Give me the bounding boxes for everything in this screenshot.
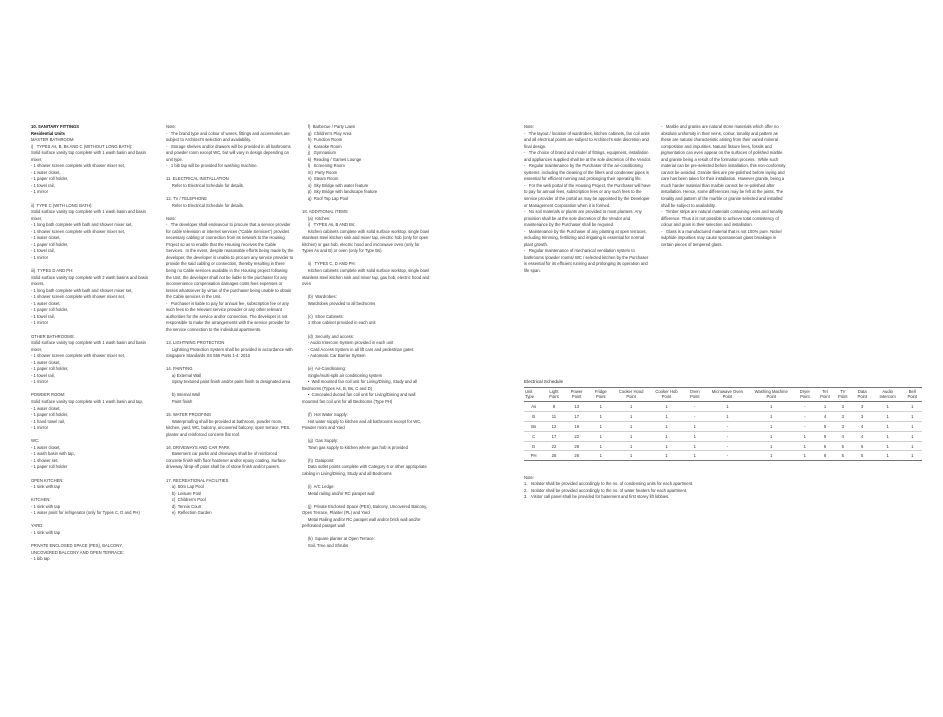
spec-line: 18. ADDITIONAL ITEMS: [302, 209, 348, 215]
table-cell: 11: [543, 411, 564, 421]
spec-line: - Purchaser is liable to pay for annual fee, subscription fee or any such fees to the relevant service provider or any other relevant authorities for the service and/or connection. The developer is not responsible to make the arrangements with the service provider for the service connection to the individual apartments.: [166, 300, 291, 332]
spec-line: 14. PAINTING: [166, 366, 193, 372]
spec-line: i) Karaoke Room: [302, 143, 342, 149]
table-cell: 1: [649, 421, 683, 431]
table-cell: 1: [902, 451, 922, 461]
spec-line: Data outlet points complete with Category 6 or other appropriate cabling in Living/Dining, Study and all Bedrooms: [302, 464, 428, 476]
spec-line: Waterproofing shall be provided at bathroom, powder room, kitchen, yard, WC, balcony, uncovered balcony, open terrace, PES, planter and reinforced concrete flat roof.: [166, 418, 292, 437]
table-cell: 1: [902, 431, 922, 441]
table-cell: 22: [565, 431, 589, 441]
table-cell: 19: [565, 421, 589, 431]
table-cell: 1: [613, 421, 649, 431]
spec-line: 16. DRIVEWAYS AND CAR PARK: [166, 444, 230, 450]
table-cell: 1: [613, 431, 649, 441]
spec-line: - 1 shower screen complete with shower mixer set,: [31, 353, 126, 359]
spec-line: - The developer shall endeavour to procure that a service provider for cable television or internet services ("Cable Services") provides necessary cabling or connection from its network to the Housing Project so as to enable that the Housing receives the Cable Services. In the event, despite reasonable efforts being made by the developer, the developer is unable to procure any service provider to provide the said cabling or connection, thereby resulting in there being no Cable services available in the Housing project following the Unit, the developer shall not be liable to the purchaser for any inconvenience compensation damages costs fees expenses or losses whatsoever by virtue of the purchaser being unable to obtain the Cable services in the Unit.: [166, 222, 295, 300]
spec-line: - 1 water closet,: [31, 235, 61, 241]
spec-line: - 1 wash basin with tap,: [31, 451, 75, 457]
spec-line: i) TYPES As, B AND Bs:: [302, 222, 356, 228]
spec-line: - The choice of brand and model of fittings, equipment, installation and appliances supplied shall be at the sole discretion of the Vendor.: [524, 150, 652, 162]
spec-line: - Glass is a manufactured material that is not 100% pure. Nickel sulphide impurities may cause spontaneous glass breakage in certain pieces of tempered glass.: [661, 228, 783, 247]
table-cell: -: [684, 402, 706, 412]
spec-line: (h) Datapoint:: [302, 457, 335, 463]
table-body: [524, 402, 922, 461]
spec-line: h) Function Room: [302, 137, 343, 143]
table-cell: 1: [589, 411, 613, 421]
table-cell: 1: [902, 441, 922, 451]
table-cell: 1: [613, 411, 649, 421]
column-header: Audio Intercom: [873, 388, 903, 402]
table-row: [524, 441, 922, 451]
table-header-row: [524, 388, 922, 402]
spec-line: (i) A/C Ledge:: [302, 484, 335, 490]
table-cell: 3: [852, 411, 873, 421]
table-cell: 1: [589, 402, 613, 412]
table-cell: 12: [543, 421, 564, 431]
table-cell: 5: [852, 441, 873, 451]
spec-line: Solid surface vanity top complete with 2 wash basins and basin mixers,: [31, 274, 150, 287]
spec-line: - 1 towel rail,: [31, 248, 55, 254]
table-cell: 1: [749, 421, 794, 431]
spec-line: Metal railing and/or RC parapet wall: [302, 490, 375, 496]
spec-line: (a) Kitchen:: [302, 215, 331, 221]
spec-line: Kitchen cabinets complete with solid surface worktop, single bowl stainless steel kitchen sink and mixer tap, gas hob, electric hood and oven: [302, 268, 431, 287]
table-cell: 1: [749, 402, 794, 412]
table-cell: 1: [589, 441, 613, 451]
table-cell: 1: [749, 451, 794, 461]
table-cell: 1: [706, 411, 749, 421]
spec-line: - 1 water point for refrigerator (only for Types C, D and PH): [31, 510, 140, 516]
spec-line: - 1 towel rail,: [31, 372, 55, 378]
unit-type-cell: Bs: [524, 421, 543, 431]
table-cell: 17: [565, 411, 589, 421]
table-cell: 1: [706, 402, 749, 412]
spec-line: o) Sky Bridge with water feature: [302, 182, 369, 188]
spec-line: (j) Private Enclosed Space (PES), Balcony, Uncovered Balcony, Open Terrace, Planter (PL) and Yard: [302, 503, 429, 516]
unit-type-cell: B: [524, 411, 543, 421]
table-cell: 25: [543, 451, 564, 461]
spec-column-3: [302, 124, 430, 550]
spec-line: (k) Square planter at Open Terrace:: [302, 536, 375, 542]
column-header: Microwave Oven Point: [706, 388, 749, 402]
spec-line: - Automatic Car Barrier System: [302, 353, 366, 359]
spec-line: - 1 bib tap will be provided for washing machine.: [166, 163, 258, 169]
spec-line: ii) TYPES C, D AND PH:: [302, 261, 356, 267]
spec-line: - Marble and granite are natural stone materials which offer no absolute uniformity in their veins, colour, tonality and pattern as these are natural characteristic arising from their varied mineral composition and impurities. Natural fissure lines, fossils and pigmentation can even appear on the surfaces of polished marble and granite being a result of the formation process. While such material can be pre-selected before installation, this non-conformity cannot be avoided. Granite tiles are pre-polished before laying and care has been taken for their installation. However granite, being a much harder material than marble cannot be re-polished after installation. Hence, some differences may be felt at the joints. The tonality and pattern of the marble or granite selected and installed shall be subject to availability.: [661, 124, 787, 208]
table-cell: 4: [834, 431, 852, 441]
table-cell: 5: [852, 451, 873, 461]
electrical-schedule-title: Electrical Schedule: [524, 379, 564, 384]
spec-line: l) Screening Room: [302, 163, 345, 169]
table-cell: -: [706, 431, 749, 441]
table-cell: 1: [873, 451, 903, 461]
spec-line: b) Internal Wall: [166, 392, 200, 398]
table-cell: 5: [834, 441, 852, 451]
table-cell: 5: [834, 451, 852, 461]
unit-type-cell: PH: [524, 451, 543, 461]
spec-line: Refer to Electrical Schedule for details.: [166, 202, 244, 208]
spec-line: Note:: [166, 215, 177, 221]
table-cell: 17: [543, 431, 564, 441]
spec-line: Metal Railing and/or RC parapet wall and/or brick wall and/or perforated parapet wall: [302, 516, 422, 529]
table-cell: -: [684, 411, 706, 421]
spec-line: - Regular maintenance of mechanical ventilation system to bathrooms /powder rooms/ WC / selected kitchen by the Purchaser is essential for its efficient running and prolonging its operation and life span.: [524, 248, 650, 274]
spec-line: 11. ELECTRICAL INSTALLATION: [166, 176, 229, 182]
spec-line: - 1 long bath complete with bath and shower mixer set,: [31, 222, 133, 228]
spec-line: 15. WATER PROOFING: [166, 412, 212, 418]
spec-line: - 1 paper roll holder,: [31, 241, 69, 247]
table-cell: -: [706, 441, 749, 451]
spec-line: KITCHEN:: [31, 497, 51, 503]
spec-column-2: [166, 124, 294, 517]
spec-line: Kitchen cabinets complete with solid surface worktop, single bowl stainless steel kitchen sink and mixer tap, electric hob (only for open kitchen) or gas hob, electric hood and microwave oven (only for Types As and B) or oven (only for Type Bs): [302, 228, 431, 254]
spec-line: - 1 mirror: [31, 425, 48, 431]
table-cell: 8: [543, 402, 564, 412]
spec-line: - 1 mirror: [31, 189, 48, 195]
spec-line: - The brand type and colour of wares, fittings and accessories are subject to Architect's selection and availability.: [166, 130, 291, 143]
spec-line: Basement car parks and driveways shall be of reinforced concrete finish with floor hardener and/or epoxy coating. Surface driveway /drop-off point shall be of stone finish and/or pavers.: [166, 451, 287, 470]
table-cell: 6: [816, 441, 834, 451]
spec-line: a) External Wall: [166, 372, 202, 378]
table-cell: 1: [649, 431, 683, 441]
spec-line: - No soil materials or plants are provided to most planters. Any provision shall be at the sole discretion of the Vendor and maintenance by the Purchaser shall be required.: [524, 209, 643, 228]
spec-line: - 1 sink with tap: [31, 503, 61, 509]
table-cell: -: [794, 402, 817, 412]
spec-line: - 1 towel rail,: [31, 313, 55, 319]
spec-column-1: [31, 124, 157, 563]
spec-line: • Wall mounted fan coil unit for Living/Dining, Study and all Bedrooms (Types As, B, Bs, C and D): [302, 379, 419, 391]
table-row: [524, 451, 922, 461]
table-cell: 5: [816, 431, 834, 441]
column-header: Dryer Point: [794, 388, 817, 402]
spec-column-5: [661, 124, 789, 248]
unit-type-cell: As: [524, 402, 543, 412]
spec-line: - 1 water closet,: [31, 169, 61, 175]
table-cell: 26: [565, 441, 589, 451]
table-cell: 1: [684, 441, 706, 451]
table-cell: 1: [873, 441, 903, 451]
table-cell: 1: [902, 421, 922, 431]
table-cell: 1: [649, 451, 683, 461]
table-row: [524, 431, 922, 441]
column-header: Cooker Hood Point: [613, 388, 649, 402]
spec-column-4: [524, 124, 652, 275]
spec-line: (f) Hot Water Supply:: [302, 412, 348, 418]
table-cell: 1: [613, 441, 649, 451]
spec-line: (c) Shoe Cabinets:: [302, 313, 344, 319]
spec-line: - Maintenance by the Purchaser of any planting at open terraces, including trimming, fertilizing and irrigating is essential for normal plant growth.: [524, 228, 648, 247]
spec-line: m) Party Room: [302, 169, 338, 175]
schedule-note: Note:: [524, 475, 535, 480]
spec-line: Solid surface vanity top complete with 1 wash basin and basin mixer,: [31, 209, 148, 221]
spec-line: - Timber strips are natural materials containing veins and tonality difference. Thus it is not possible to achieve total consistency of colour and grain in their selection and installation.: [661, 209, 785, 228]
spec-line: e) Reflection Garden: [166, 510, 212, 516]
spec-line: - 1 shower set,: [31, 457, 59, 463]
spec-line: g) Children's Play Area: [302, 130, 352, 136]
table-cell: 6: [816, 451, 834, 461]
spec-line: n) Steam Room: [302, 176, 339, 182]
spec-line: - 1 sink with tap: [31, 484, 61, 490]
spec-line: - 1 paper roll holder,: [31, 366, 69, 372]
spec-line: POWDER ROOM:: [31, 392, 66, 398]
table-cell: 1: [613, 451, 649, 461]
spec-line: 17. RECREATIONAL FACILITIES: [166, 477, 229, 483]
spec-line: (b) Wardrobes:: [302, 294, 337, 300]
table-cell: 1: [684, 431, 706, 441]
table-cell: 1: [589, 421, 613, 431]
spec-line: p) Sky Bridge with landscape feature: [302, 189, 378, 195]
spec-line: i) TYPES As, B, Bs AND C (WITHOUT LONG BATH):: [31, 143, 133, 149]
table-cell: 1: [613, 402, 649, 412]
table-row: [524, 402, 922, 412]
spec-line: (e) Air-Conditioning:: [302, 366, 346, 372]
table-cell: 1: [794, 441, 817, 451]
spec-line: Hot water supply to kitchen and all bathrooms except for WC, Powder room and Yard: [302, 418, 423, 431]
table-cell: 1: [649, 402, 683, 412]
spec-line: f) Barbecue / Party Lawn: [302, 124, 356, 129]
table-cell: 1: [684, 421, 706, 431]
spec-line: MASTER BATHROOM: [31, 137, 74, 143]
column-header: Cooker Hob Point: [649, 388, 683, 402]
spec-line: iii) TYPES D AND PH:: [31, 268, 74, 274]
table-cell: 4: [852, 431, 873, 441]
spec-line: (g) Gas Supply:: [302, 438, 339, 444]
spec-line: c) Children's Pool: [166, 497, 206, 503]
spec-line: - 1 water closet,: [31, 405, 61, 411]
table-cell: 4: [816, 411, 834, 421]
spec-line: d) Tennis Court: [166, 503, 202, 509]
table-cell: 1: [873, 411, 903, 421]
table-cell: 1: [749, 441, 794, 451]
spec-line: Note:: [166, 124, 177, 129]
spec-line: - 1 paper roll holder,: [31, 307, 69, 313]
spec-line: - 1 mirror: [31, 320, 48, 326]
table-cell: 1: [589, 431, 613, 441]
table-cell: 3: [852, 402, 873, 412]
unit-type-cell: C: [524, 431, 543, 441]
spec-line: OTHER BATHROOMS:: [31, 333, 75, 339]
spec-line: Single/multi-split air conditioning system: [302, 372, 383, 378]
spec-line: - 1 bib tap: [31, 556, 50, 562]
spec-line: Lightning Protection System shall be provided in accordance with Singapore Standards SS 555 Parts 1-4: 2010: [166, 346, 294, 359]
table-cell: 13: [565, 402, 589, 412]
spec-line: - The layout / location of wardrobes, kitchen cabinets, fan coil units and all electrical points are subject to Architect's sole discretion and final design.: [524, 130, 651, 149]
schedule-note: 3. Visitor call panel shall be provided for basement and first storey lift lobbies.: [524, 493, 670, 499]
spec-line: 12. TV / TELEPHONE: [166, 196, 208, 202]
spec-line: - 1 sink with tap: [31, 529, 61, 535]
table-cell: 4: [852, 421, 873, 431]
spec-line: ii) TYPE C (WITH LONG BATH):: [31, 202, 93, 208]
column-header: Washing Machine Point: [749, 388, 794, 402]
table-cell: 1: [684, 451, 706, 461]
spec-line: - 1 mirror: [31, 379, 48, 385]
table-cell: 1: [873, 402, 903, 412]
spec-line: YARD:: [31, 523, 44, 529]
spec-line: Solid surface vanity top complete with 1 wash basin and basin mixer,: [31, 150, 148, 162]
electrical-schedule-table: [524, 387, 922, 461]
spec-line: - 1 shower screen complete with shower mixer set,: [31, 294, 126, 300]
spec-line: Soil, Tree and Shrubs: [302, 543, 349, 548]
spec-line: - 1 shower screen complete with shower mixer set,: [31, 228, 126, 234]
column-header: TV Point: [834, 388, 852, 402]
table-cell: -: [794, 411, 817, 421]
spec-line: - 1 water closet,: [31, 359, 61, 365]
spec-line: - 1 paper roll holder,: [31, 412, 69, 418]
spec-line: k) Reading / Games Lounge: [302, 156, 362, 162]
spec-line: PRIVATE ENCLOSED SPACE (PES), BALCONY,: [31, 543, 123, 548]
column-header: Light Point: [543, 388, 564, 402]
table-cell: 1: [794, 451, 817, 461]
table-cell: 1: [749, 411, 794, 421]
spec-line: Wardrobes provided to all bedrooms: [302, 300, 376, 306]
spec-line: - Regular maintenance by the Purchaser of the air-conditioning systems, including the cleaning of the filters and condenser pipes is essential for efficient running and prolonging their operating life.: [524, 163, 651, 182]
table-cell: 1: [589, 451, 613, 461]
spec-line: Note:: [524, 124, 535, 129]
spec-line: Town gas supply to kitchen where gas hob is provided: [302, 444, 408, 450]
spec-line: - 1 paper roll holder: [31, 464, 68, 470]
table-cell: 1: [794, 431, 817, 441]
column-header: Data Point: [852, 388, 873, 402]
section-heading: Residential Units: [31, 130, 65, 136]
column-header: Unit Type: [524, 388, 543, 402]
spec-line: Refer to Electrical Schedule for details.: [166, 182, 244, 188]
spec-line: Paint finish: [166, 398, 193, 404]
spec-line: - 1 paper roll holder,: [31, 176, 69, 182]
table-row: [524, 411, 922, 421]
spec-line: - 1 mirror: [31, 254, 48, 260]
table-cell: 3: [834, 402, 852, 412]
table-cell: -: [794, 421, 817, 431]
table-cell: 1: [649, 411, 683, 421]
spec-line: j) Gymnasium: [302, 150, 336, 156]
table-row: [524, 421, 922, 431]
table-cell: -: [706, 451, 749, 461]
table-cell: 1: [902, 402, 922, 412]
spec-line: q) Roof Top Lap Pool: [302, 196, 349, 202]
spec-line: - 1 shower screen complete with shower mixer set,: [31, 163, 126, 169]
table-cell: -: [706, 421, 749, 431]
table-cell: 22: [543, 441, 564, 451]
unit-type-cell: D: [524, 441, 543, 451]
spec-line: 1 Shoe cabinet provided in each unit: [302, 320, 376, 326]
column-header: Fridge Point: [589, 388, 613, 402]
section-heading: 10. SANITARY FITTINGS: [31, 124, 80, 129]
spec-line: WC:: [31, 438, 40, 444]
spec-line: OPEN KITCHEN:: [31, 477, 64, 483]
electrical-schedule-notes: [524, 475, 924, 500]
spec-line: a) 50m Lap Pool: [166, 484, 204, 490]
table-cell: 3: [834, 421, 852, 431]
table-cell: 1: [649, 441, 683, 451]
column-header: Tel Point: [816, 388, 834, 402]
spec-line: - Storage shelves and/or drawers will be provided in all bathrooms and powder room except WC, but will vary in design depending on unit type.: [166, 143, 292, 162]
table-cell: 1: [749, 431, 794, 441]
spec-line: 13. LIGHTNING PROTECTION: [166, 340, 225, 346]
spec-line: - Audio Intercom System provided in each unit: [302, 340, 394, 346]
spec-line: - For the web portal of the Housing Project, the Purchaser will have to pay for annual fees, subscription fees or any such fees to the service provider of the portal as may be appointed by the Developer or Management Corporation when it is formed.: [524, 182, 652, 208]
schedule-note: 1. Isolator shall be provided accordingly to the no. of condensing units for each apartment.: [524, 481, 694, 487]
table-cell: 1: [902, 411, 922, 421]
table-cell: 3: [834, 411, 852, 421]
spec-line: - 1 hand towel rail,: [31, 418, 66, 424]
spec-line: Solid surface vanity top complete with 1 wash basin and tap,: [31, 398, 143, 404]
column-header: Oven Point: [684, 388, 706, 402]
column-header: Power Point: [565, 388, 589, 402]
spec-line: • Concealed ducted fan coil unit for Living/Dining and wall mounted fan coil unit for all Bedrooms (Type PH): [302, 392, 417, 404]
table-cell: 26: [565, 451, 589, 461]
spec-line: - Card Access System in all lift cars and pedestrian gates: [302, 346, 414, 352]
spec-line: - 1 long bath complete with bath and shower mixer set,: [31, 287, 133, 293]
spec-line: Solid surface vanity top complete with 1 wash basin and basin mixer,: [31, 340, 148, 352]
spec-line: UNCOVERED BALCONY AND OPEN TERRACE:: [31, 549, 124, 555]
spec-line: Spray textured paint finish and/or paint finish to designated area: [166, 379, 291, 385]
table-cell: 1: [816, 402, 834, 412]
schedule-note: 2. Isolator shall be provided accordingly to the no. of water heaters for each apartment.: [524, 487, 688, 493]
spec-line: - 1 water closet,: [31, 300, 61, 306]
spec-line: - 1 water closet,: [31, 444, 61, 450]
table-cell: 1: [873, 431, 903, 441]
spec-line: (d) Security and access:: [302, 333, 354, 339]
spec-line: b) Leisure Pool: [166, 490, 202, 496]
column-header: Bell Point: [902, 388, 922, 402]
table-cell: 5: [816, 421, 834, 431]
table-cell: 1: [873, 421, 903, 431]
spec-line: - 1 towel rail,: [31, 182, 55, 188]
